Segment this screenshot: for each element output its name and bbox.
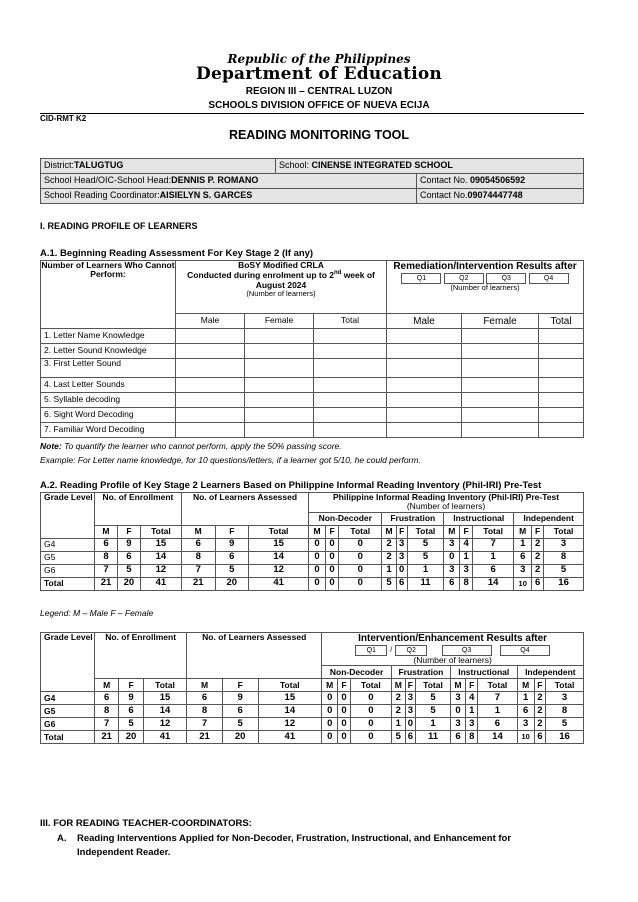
section-a1-title: A.1. Beginning Reading Assessment For Key Stage 2 (If any) — [40, 248, 314, 259]
sub-header-female: Female — [245, 314, 314, 329]
value-cell: 1 — [416, 718, 451, 731]
table-row: 7. Familiar Word Decoding — [41, 423, 584, 438]
value-cell: 16 — [544, 577, 584, 590]
value-cell: 20 — [117, 577, 140, 590]
school-head-cell: School Head/OIC-School Head:DENNIS P. ROMANO — [41, 174, 417, 189]
mft-header-f: F — [215, 525, 249, 538]
table-row — [41, 692, 584, 705]
value-cell: 5 — [416, 692, 451, 705]
phil-iri-pretest-table — [40, 492, 584, 591]
region-heading: REGION III – CENTRAL LUZON — [245, 86, 393, 97]
value-cell: 2 — [382, 551, 396, 564]
value-cell: 1 — [514, 538, 532, 551]
coordinator-contact-cell: Contact No.09074447748 — [417, 189, 584, 204]
table-row: 6. Sight Word Decoding — [41, 408, 584, 423]
value-cell: 14 — [478, 731, 517, 744]
quarter-q2: Q2 — [444, 273, 484, 284]
value-cell: 1 — [517, 692, 534, 705]
quarter-q1: Q1 — [401, 273, 441, 284]
value-cell: 6 — [119, 705, 143, 718]
value-cell: 3 — [546, 692, 584, 705]
mft-header-f: F — [119, 679, 143, 692]
value-cell: 10 — [517, 731, 534, 744]
mft-header-m: M — [391, 679, 405, 692]
grade-cell: G4 — [41, 692, 95, 705]
value-cell: 1 — [466, 705, 478, 718]
value-cell: 6 — [222, 705, 258, 718]
value-cell: 0 — [339, 551, 382, 564]
phil-iri-header: Philippine Informal Reading Inventory (Phil-IRI) Pre-Test (Number of learners) — [309, 493, 584, 513]
mft-header-m: M — [95, 679, 119, 692]
form-code: CID-RMT K2 — [40, 114, 87, 123]
value-cell: 3 — [396, 551, 407, 564]
value-cell: 1 — [478, 705, 517, 718]
value-cell: 6 — [444, 577, 460, 590]
grade-level-header-2: Grade Level — [41, 633, 95, 692]
value-cell: 1 — [407, 564, 443, 577]
value-cell: 12 — [143, 718, 187, 731]
sub-header-total: Total — [314, 314, 387, 329]
category-frustration-2: Frustration — [391, 666, 450, 679]
mft-header-row — [41, 525, 584, 538]
mft-header-total: Total — [258, 679, 322, 692]
mft-header-total: Total — [416, 679, 451, 692]
cannot-perform-header: Number of Learners Who Cannot Perform: — [41, 261, 176, 329]
table-row — [41, 538, 584, 551]
value-cell: 1 — [472, 551, 513, 564]
value-cell: 6 — [187, 692, 223, 705]
value-cell: 2 — [534, 692, 545, 705]
value-cell: 20 — [215, 577, 249, 590]
mft-header-f: F — [466, 679, 478, 692]
value-cell: 4 — [466, 692, 478, 705]
value-cell: 6 — [478, 718, 517, 731]
mft-header-total: Total — [546, 679, 584, 692]
value-cell: 0 — [309, 538, 326, 551]
value-cell: 3 — [544, 538, 584, 551]
mft-header-f: F — [532, 525, 544, 538]
value-cell: 8 — [95, 551, 118, 564]
mft-header-total: Total — [143, 679, 187, 692]
value-cell: 6 — [517, 705, 534, 718]
reading-coordinator-cell: School Reading Coordinator:AISIELYN S. GARCES — [41, 189, 417, 204]
value-cell: 5 — [215, 564, 249, 577]
value-cell: 0 — [322, 692, 338, 705]
value-cell: 7 — [472, 538, 513, 551]
value-cell: 3 — [514, 564, 532, 577]
value-cell: 8 — [187, 705, 223, 718]
value-cell: 9 — [215, 538, 249, 551]
enrollment-header: No. of Enrollment — [95, 493, 182, 526]
value-cell: 0 — [350, 731, 391, 744]
page-title: READING MONITORING TOOL — [228, 128, 410, 142]
value-cell: 9 — [222, 692, 258, 705]
value-cell: 0 — [338, 705, 351, 718]
value-cell: 21 — [95, 577, 118, 590]
header-divider — [40, 113, 584, 114]
value-cell: 1 — [382, 564, 396, 577]
table-row — [41, 718, 584, 731]
value-cell: 3 — [450, 718, 465, 731]
mft-header-m: M — [187, 679, 223, 692]
value-cell: 6 — [405, 731, 416, 744]
value-cell: 3 — [405, 692, 416, 705]
section-coordinators-title: III. FOR READING TEACHER-COORDINATORS: — [40, 818, 252, 829]
value-cell: 6 — [450, 731, 465, 744]
category-non-decoder-2: Non-Decoder — [322, 666, 392, 679]
school-info-table — [40, 158, 584, 204]
mft-header-m: M — [181, 525, 215, 538]
value-cell: 6 — [472, 564, 513, 577]
head-contact-cell: Contact No. 09054506592 — [417, 174, 584, 189]
value-cell: 0 — [322, 718, 338, 731]
sub-header-male: Male — [176, 314, 245, 329]
section-a2-title: A.2. Reading Profile of Key Stage 2 Learners Based on Philippine Informal Reading Inventory (Phil-IRI) Pre-Test — [40, 480, 542, 491]
note-example: Example: For Letter name knowledge, for 10 questions/letters, if a learner got 5/10, he could perform. — [40, 455, 421, 465]
value-cell: 0 — [405, 718, 416, 731]
value-cell: 5 — [119, 718, 143, 731]
value-cell: 7 — [95, 718, 119, 731]
value-cell: 14 — [140, 551, 181, 564]
value-cell: 20 — [222, 731, 258, 744]
value-cell: 4 — [460, 538, 473, 551]
value-cell: 8 — [460, 577, 473, 590]
value-cell: 2 — [534, 705, 545, 718]
value-cell: 6 — [117, 551, 140, 564]
value-cell: 21 — [181, 577, 215, 590]
value-cell: 16 — [546, 731, 584, 744]
mft-header-m: M — [95, 525, 118, 538]
mft-header-m: M — [322, 679, 338, 692]
value-cell: 3 — [517, 718, 534, 731]
enrollment-header-2: No. of Enrollment — [95, 633, 187, 679]
value-cell: 7 — [478, 692, 517, 705]
value-cell: 9 — [117, 538, 140, 551]
value-cell: 2 — [532, 538, 544, 551]
table-row — [41, 564, 584, 577]
value-cell: 8 — [181, 551, 215, 564]
value-cell: 14 — [249, 551, 309, 564]
value-cell: 5 — [544, 564, 584, 577]
value-cell: 12 — [258, 718, 322, 731]
sub-header-total-2: Total — [539, 314, 584, 329]
mft-header-m: M — [450, 679, 465, 692]
value-cell: 3 — [450, 692, 465, 705]
table-row — [41, 551, 584, 564]
category-instructional-2: Instructional — [450, 666, 517, 679]
value-cell: 3 — [405, 705, 416, 718]
category-independent-2: Independent — [517, 666, 583, 679]
value-cell: 0 — [322, 731, 338, 744]
value-cell: 5 — [391, 731, 405, 744]
quarter-q2-2: Q2 — [395, 645, 427, 656]
grade-cell: Total — [41, 731, 95, 744]
value-cell: 6 — [95, 692, 119, 705]
mft-header-f: F — [460, 525, 473, 538]
value-cell: 0 — [309, 564, 326, 577]
mft-header-m: M — [309, 525, 326, 538]
value-cell: 1 — [391, 718, 405, 731]
intervention-header: Intervention/Enhancement Results after Q1 / Q2 Q3 Q4 (Number of learners) — [322, 633, 584, 666]
grade-cell: G6 — [41, 718, 95, 731]
department-heading: Department of Education — [196, 64, 442, 84]
table-row: 3. First Letter Sound — [41, 359, 584, 378]
mft-header-m: M — [517, 679, 534, 692]
table-row — [41, 731, 584, 744]
value-cell: 15 — [143, 692, 187, 705]
mft-header-total: Total — [407, 525, 443, 538]
value-cell: 3 — [466, 718, 478, 731]
value-cell: 0 — [450, 705, 465, 718]
value-cell: 2 — [534, 718, 545, 731]
sub-header-male-2: Male — [387, 314, 462, 329]
value-cell: 0 — [350, 718, 391, 731]
value-cell: 2 — [391, 705, 405, 718]
value-cell: 3 — [396, 538, 407, 551]
category-non-decoder: Non-Decoder — [309, 512, 382, 525]
value-cell: 0 — [325, 564, 338, 577]
value-cell: 6 — [514, 551, 532, 564]
grade-cell: G6 — [41, 564, 95, 577]
value-cell: 1 — [460, 551, 473, 564]
value-cell: 0 — [339, 564, 382, 577]
table-row: 4. Last Letter Sounds — [41, 378, 584, 393]
value-cell: 15 — [140, 538, 181, 551]
value-cell: 7 — [95, 564, 118, 577]
category-frustration: Frustration — [382, 512, 444, 525]
value-cell: 3 — [444, 564, 460, 577]
grade-cell: G5 — [41, 551, 95, 564]
value-cell: 0 — [396, 564, 407, 577]
item-reading-interventions: A. Reading Interventions Applied for Non-Decoder, Frustration, Instructional, and Enhancement for Independent Reader. — [57, 833, 512, 858]
value-cell: 15 — [258, 692, 322, 705]
value-cell: 0 — [339, 538, 382, 551]
mft-header-f: F — [534, 679, 545, 692]
value-cell: 8 — [466, 731, 478, 744]
value-cell: 6 — [534, 731, 545, 744]
value-cell: 6 — [95, 538, 118, 551]
assessed-header: No. of Learners Assessed — [181, 493, 308, 526]
value-cell: 0 — [325, 551, 338, 564]
value-cell: 5 — [117, 564, 140, 577]
mft-header-f: F — [396, 525, 407, 538]
value-cell: 5 — [222, 718, 258, 731]
value-cell: 7 — [187, 718, 223, 731]
value-cell: 11 — [407, 577, 443, 590]
category-instructional: Instructional — [444, 512, 514, 525]
value-cell: 10 — [514, 577, 532, 590]
value-cell: 20 — [119, 731, 143, 744]
mft-header-total: Total — [140, 525, 181, 538]
value-cell: 0 — [322, 705, 338, 718]
quarter-q3: Q3 — [486, 273, 526, 284]
value-cell: 5 — [416, 705, 451, 718]
value-cell: 14 — [143, 705, 187, 718]
value-cell: 2 — [382, 538, 396, 551]
value-cell: 0 — [325, 538, 338, 551]
value-cell: 15 — [249, 538, 309, 551]
section-reading-profile-title: I. READING PROFILE OF LEARNERS — [40, 221, 198, 231]
value-cell: 21 — [187, 731, 223, 744]
value-cell: 12 — [140, 564, 181, 577]
bosy-crla-header: BoSY Modified CRLA Conducted during enrolment up to 2nd week of August 2024 (Number of learners) — [176, 261, 387, 314]
value-cell: 2 — [391, 692, 405, 705]
table-row — [41, 577, 584, 590]
mft-header-total: Total — [350, 679, 391, 692]
value-cell: 3 — [460, 564, 473, 577]
value-cell: 14 — [258, 705, 322, 718]
assessed-header-2: No. of Learners Assessed — [187, 633, 322, 679]
mft-header-f: F — [222, 679, 258, 692]
grade-level-header: Grade Level — [41, 493, 95, 539]
table-row: 1. Letter Name Knowledge — [41, 329, 584, 344]
value-cell: 7 — [181, 564, 215, 577]
mft-header-total: Total — [544, 525, 584, 538]
value-cell: 41 — [143, 731, 187, 744]
republic-heading: Republic of the Philippines — [227, 52, 411, 66]
value-cell: 0 — [444, 551, 460, 564]
value-cell: 6 — [181, 538, 215, 551]
value-cell: 8 — [544, 551, 584, 564]
mft-header-total: Total — [472, 525, 513, 538]
value-cell: 5 — [382, 577, 396, 590]
value-cell: 0 — [325, 577, 338, 590]
value-cell: 0 — [350, 705, 391, 718]
mft-header-total: Total — [339, 525, 382, 538]
division-heading: SCHOOLS DIVISION OFFICE OF NUEVA ECIJA — [208, 100, 430, 111]
mft-header-f: F — [325, 525, 338, 538]
mft-header-m: M — [382, 525, 396, 538]
value-cell: 6 — [215, 551, 249, 564]
mft-header-row-2 — [41, 679, 584, 692]
value-cell: 2 — [532, 564, 544, 577]
mft-header-total: Total — [478, 679, 517, 692]
value-cell: 21 — [95, 731, 119, 744]
note-passing-score: Note: To quantify the learner who cannot perform, apply the 50% passing score. — [40, 441, 342, 451]
district-cell: District:TALUGTUG — [41, 159, 276, 174]
mft-header-f: F — [405, 679, 416, 692]
beginning-reading-table — [40, 260, 584, 438]
value-cell: 0 — [339, 577, 382, 590]
mft-header-m: M — [444, 525, 460, 538]
value-cell: 3 — [444, 538, 460, 551]
value-cell: 0 — [350, 692, 391, 705]
value-cell: 0 — [309, 551, 326, 564]
category-independent: Independent — [514, 512, 584, 525]
value-cell: 8 — [95, 705, 119, 718]
value-cell: 8 — [546, 705, 584, 718]
mft-header-total: Total — [249, 525, 309, 538]
mft-header-f: F — [117, 525, 140, 538]
mft-header-m: M — [514, 525, 532, 538]
quarter-q1-2: Q1 — [355, 645, 387, 656]
school-cell: School: CINENSE INTEGRATED SCHOOL — [276, 159, 584, 174]
quarter-q3-2: Q3 — [442, 645, 492, 656]
table-row: 2. Letter Sound Knowledge — [41, 344, 584, 359]
value-cell: 6 — [396, 577, 407, 590]
intervention-results-table — [40, 632, 584, 744]
value-cell: 0 — [338, 731, 351, 744]
value-cell: 6 — [532, 577, 544, 590]
grade-cell: G5 — [41, 705, 95, 718]
value-cell: 0 — [338, 692, 351, 705]
value-cell: 0 — [309, 577, 326, 590]
grade-cell: G4 — [41, 538, 95, 551]
table-row: 5. Syllable decoding — [41, 393, 584, 408]
mft-header-f: F — [338, 679, 351, 692]
value-cell: 2 — [532, 551, 544, 564]
value-cell: 41 — [258, 731, 322, 744]
value-cell: 14 — [472, 577, 513, 590]
value-cell: 5 — [407, 538, 443, 551]
quarter-q4: Q4 — [529, 273, 569, 284]
value-cell: 41 — [140, 577, 181, 590]
remediation-header: Remediation/Intervention Results after Q1 Q2 Q3 Q4 (Number of learners) — [387, 261, 584, 314]
sub-header-female-2: Female — [462, 314, 539, 329]
value-cell: 9 — [119, 692, 143, 705]
grade-cell: Total — [41, 577, 95, 590]
value-cell: 5 — [546, 718, 584, 731]
quarter-q4-2: Q4 — [500, 645, 550, 656]
legend: Legend: M – Male F – Female — [40, 608, 154, 618]
value-cell: 12 — [249, 564, 309, 577]
value-cell: 11 — [416, 731, 451, 744]
value-cell: 41 — [249, 577, 309, 590]
value-cell: 5 — [407, 551, 443, 564]
value-cell: 0 — [338, 718, 351, 731]
table-row — [41, 705, 584, 718]
